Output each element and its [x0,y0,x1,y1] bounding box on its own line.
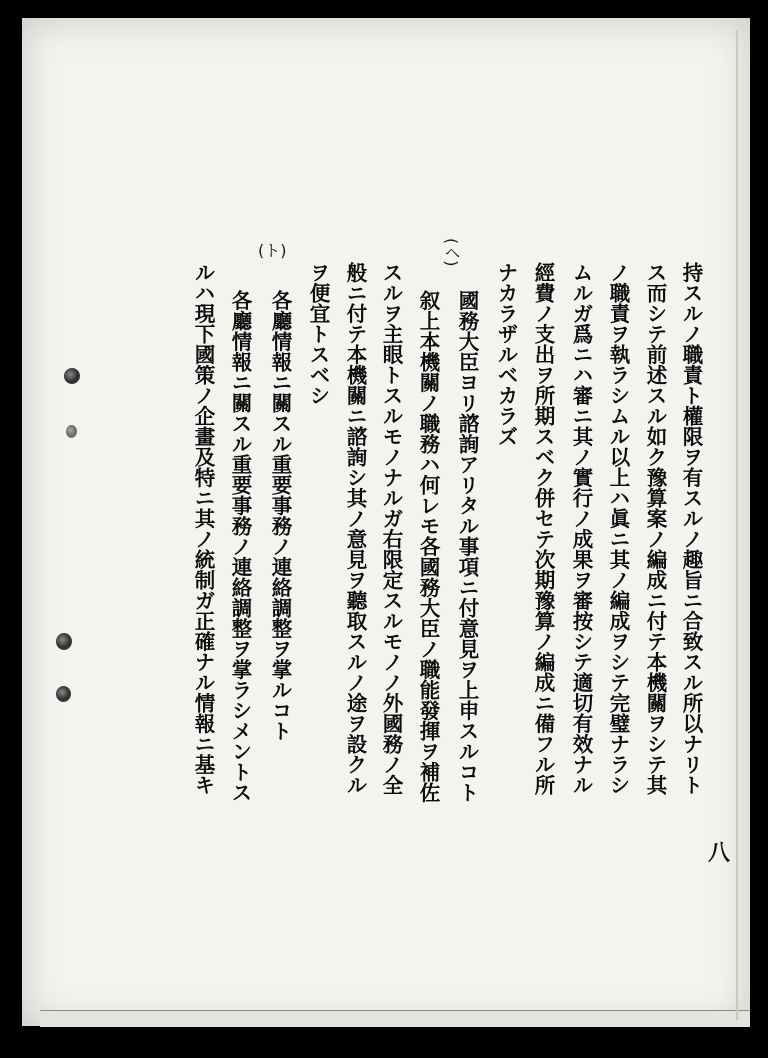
page-fold-line [736,30,738,1020]
binding-hole-icon [64,368,80,384]
text-column: 叙上本機關ノ職務ハ何レモ各國務大臣ノ職能發揮ヲ補佐 [416,290,440,803]
underlying-page-edge [40,1010,750,1027]
section-marker-he: (ヘ) [442,238,461,267]
text-column: ヲ便宜トスベシ [306,262,330,406]
text-column: ノ職責ヲ執ラシムル以上ハ眞ニ其ノ編成ヲシテ完璧ナラシ [606,262,630,795]
section-marker-to: (ト) [258,241,287,260]
text-column: ナカラザルベカラズ [494,262,518,447]
page-number: 八 [708,840,731,866]
text-column: ス而シテ前述スル如ク豫算案ノ編成ニ付テ本機關ヲシテ其 [643,262,667,795]
text-column: スルヲ主眼トスルモノナルガ右限定スルモノノ外國務ノ全 [379,262,403,795]
text-column: ムルガ爲ニハ審ニ其ノ實行ノ成果ヲ審按シテ適切有效ナル [569,262,593,795]
text-column: 持スルノ職責ト權限ヲ有スルノ趣旨ニ合致スル所以ナリト [679,262,703,795]
text-column: 般ニ付テ本機關ニ諮詢シ其ノ意見ヲ聽取スルノ途ヲ設クル [343,262,367,795]
text-column: 各廳情報ニ關スル重要事務ノ連絡調整ヲ掌ラシメントス [228,290,252,803]
text-column: 各廳情報ニ關スル重要事務ノ連絡調整ヲ掌ルコト [268,290,292,741]
text-column: 經費ノ支出ヲ所期スベク併セテ次期豫算ノ編成ニ備フル所 [531,262,555,795]
binding-hole-icon [56,633,72,650]
binding-hole-icon [56,686,71,702]
text-column: ルハ現下國策ノ企畫及特ニ其ノ統制ガ正確ナル情報ニ基キ [191,262,215,795]
binding-hole-icon [66,425,77,438]
text-column: 國務大臣ヨリ諮詢アリタル事項ニ付意見ヲ上申スルコト [455,290,479,803]
